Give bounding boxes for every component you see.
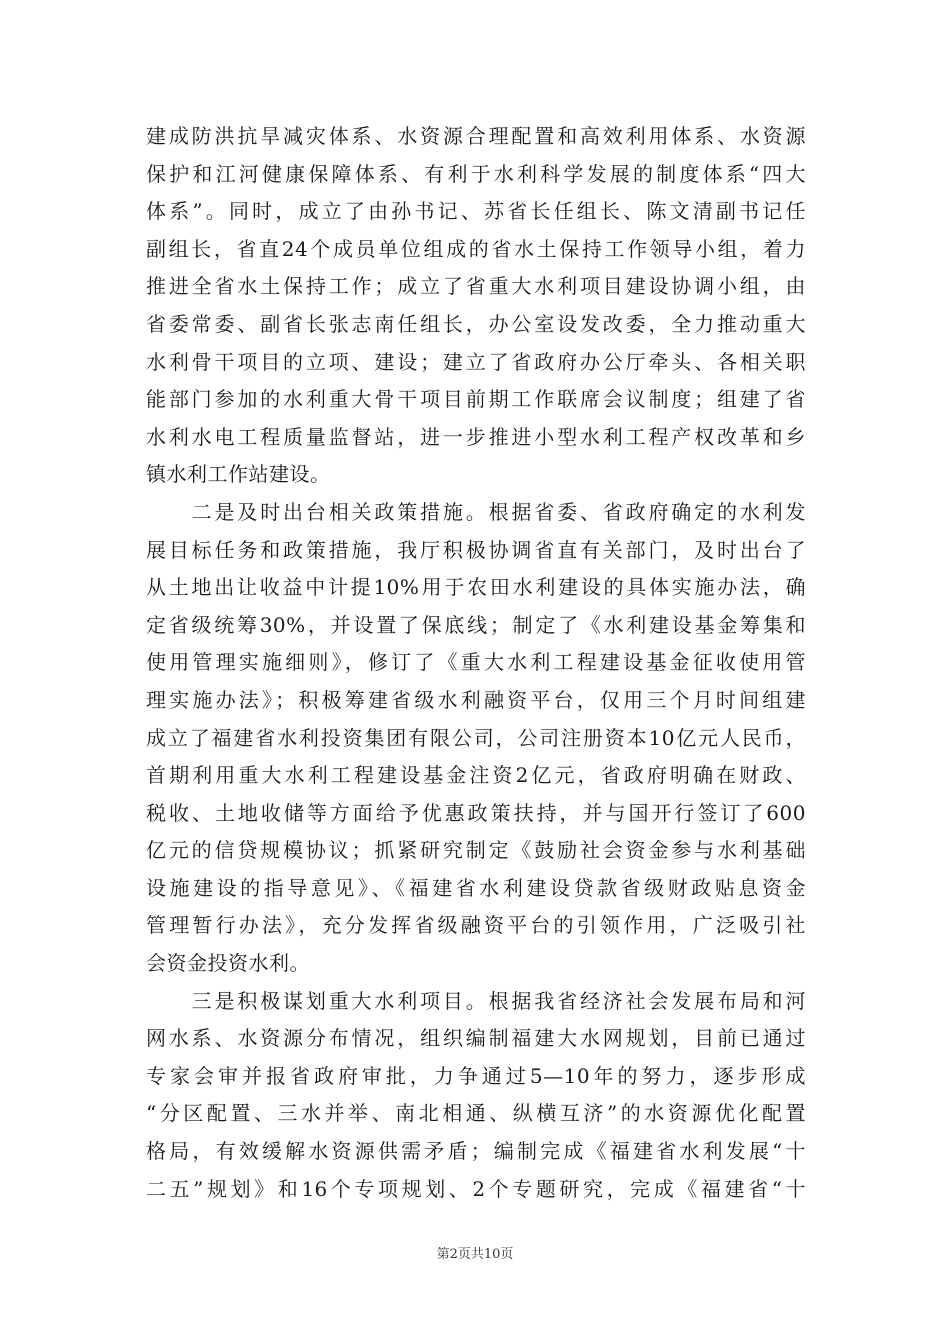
text-line: 水利骨干项目的立项、建设；建立了省政府办公厅牵头、各相关职 xyxy=(146,349,806,374)
text-line: 会资金投资水利。 xyxy=(146,951,310,976)
text-line: 体系”。同时，成立了由孙书记、苏省长任组长、陈文清副书记任 xyxy=(146,199,806,224)
text-line: 使用管理实施细则》，修订了《重大水利工程建设基金征收使用管 xyxy=(146,650,806,675)
text-line: 网水系、水资源分布情况，组织编制福建大水网规划，目前已通过 xyxy=(146,1026,806,1051)
text-line: 水利水电工程质量监督站，进一步推进小型水利工程产权改革和乡 xyxy=(146,424,806,449)
text-line: “分区配置、三水并举、南北相通、纵横互济”的水资源优化配置 xyxy=(146,1101,806,1126)
text-line: 理实施办法》；积极筹建省级水利融资平台，仅用三个月时间组建 xyxy=(146,687,806,712)
text-line: 税收、土地收储等方面给予优惠政策扶持，并与国开行签订了600 xyxy=(146,800,806,825)
text-line: 设施建设的指导意见》、《福建省水利建设贷款省级财政贴息资金 xyxy=(146,875,806,900)
text-line: 成立了福建省水利投资集团有限公司，公司注册资本10亿元人民币， xyxy=(146,725,806,750)
text-line: 建成防洪抗旱减灾体系、水资源合理配置和高效利用体系、水资源 xyxy=(146,124,806,148)
paragraph-3-line: 三是积极谋划重大水利项目。根据我省经济社会发展布局和河 xyxy=(146,988,806,1013)
text-line: 镇水利工作站建设。 xyxy=(146,462,331,487)
text-line: 亿元的信贷规模协议；抓紧研究制定《鼓励社会资金参与水利基础 xyxy=(146,838,806,863)
text-line: 首期利用重大水利工程建设基金注资2亿元，省政府明确在财政、 xyxy=(146,763,806,788)
text-line: 展目标任务和政策措施，我厅积极协调省直有关部门，及时出台了 xyxy=(146,537,806,562)
text-line: 管理暂行办法》，充分发挥省级融资平台的引领作用，广泛吸引社 xyxy=(146,913,806,938)
text-line: 定省级统筹30%，并设置了保底线；制定了《水利建设基金筹集和 xyxy=(146,612,806,637)
text-line: 推进全省水土保持工作；成立了省重大水利项目建设协调小组，由 xyxy=(146,274,806,299)
text-line: 省委常委、副省长张志南任组长，办公室设发改委，全力推动重大 xyxy=(146,311,806,336)
text-line: 保护和江河健康保障体系、有利于水利科学发展的制度体系“四大 xyxy=(146,161,806,186)
page-number-footer: 第2页共10页 xyxy=(436,1247,514,1262)
text-line: 能部门参加的水利重大骨干项目前期工作联席会议制度；组建了省 xyxy=(146,387,806,412)
text-line: 二五”规划》和16个专项规划、2个专题研究，完成《福建省“十 xyxy=(146,1176,806,1201)
text-line: 副组长，省直24个成员单位组成的省水土保持工作领导小组，着力 xyxy=(146,236,806,261)
text-line: 专家会审并报省政府审批，力争通过5—10年的努力，逐步形成 xyxy=(146,1063,806,1088)
document-body xyxy=(146,118,806,1208)
text-line: 从土地出让收益中计提10%用于农田水利建设的具体实施办法，确 xyxy=(146,575,806,600)
paragraph-2-line: 二是及时出台相关政策措施。根据省委、省政府确定的水利发 xyxy=(146,499,806,524)
text-line: 格局，有效缓解水资源供需矛盾；编制完成《福建省水利发展“十 xyxy=(146,1139,806,1164)
